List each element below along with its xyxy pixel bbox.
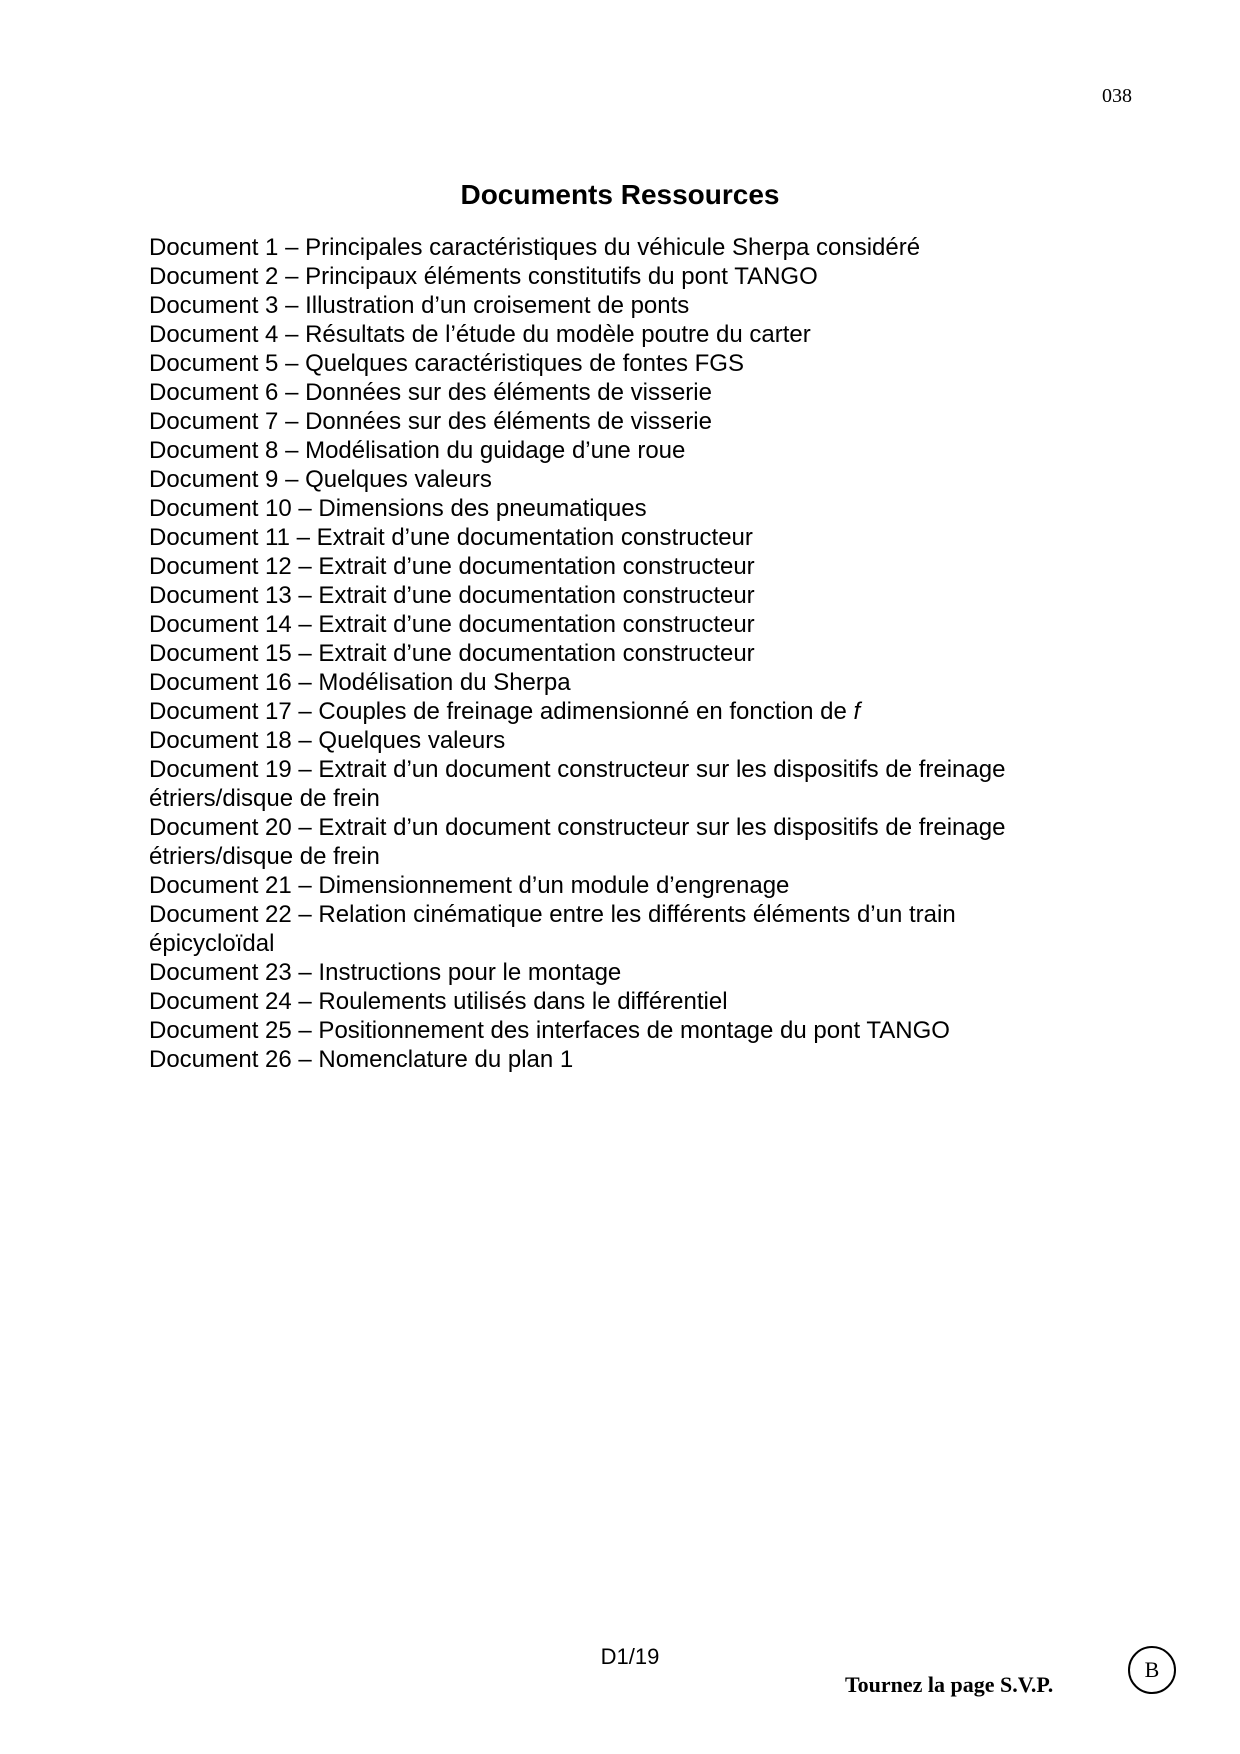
list-item-document-24: Document 24 – Roulements utilisés dans le différentiel (149, 988, 728, 1015)
list-item-document-18: Document 18 – Quelques valeurs (149, 727, 506, 754)
page-number: D1/19 (600, 1644, 660, 1669)
document-list (149, 233, 1099, 1074)
document-17-variable: f (853, 698, 861, 725)
list-item-document-19 (149, 755, 1099, 813)
list-item-document-3: Document 3 – Illustration d’un croisement de ponts (149, 292, 690, 319)
list-item-document-5: Document 5 – Quelques caractéristiques de fontes FGS (149, 350, 744, 377)
list-item-document-10: Document 10 – Dimensions des pneumatiques (149, 495, 647, 522)
page-title: Documents Ressources (460, 179, 780, 210)
list-item-document-14: Document 14 – Extrait d’une documentation constructeur (149, 611, 755, 638)
list-item-document-4: Document 4 – Résultats de l’étude du modèle poutre du carter (149, 321, 811, 348)
list-item-document-25: Document 25 – Positionnement des interfaces de montage du pont TANGO (149, 1017, 950, 1044)
list-item-document-11: Document 11 – Extrait d’une documentation constructeur (149, 524, 753, 551)
page-code: 038 (1102, 85, 1132, 107)
document-19-line-2: étriers/disque de frein (149, 785, 380, 812)
document-20-line-2: étriers/disque de frein (149, 843, 380, 870)
list-item-document-13: Document 13 – Extrait d’une documentation constructeur (149, 582, 755, 609)
list-item-document-7: Document 7 – Données sur des éléments de visserie (149, 408, 712, 435)
list-item-document-26: Document 26 – Nomenclature du plan 1 (149, 1046, 574, 1073)
document-22-line-2: épicycloïdal (149, 930, 275, 957)
turn-page-note: Tournez la page S.V.P. (845, 1672, 1054, 1697)
list-item-document-17 (149, 697, 1099, 726)
list-item-document-16: Document 16 – Modélisation du Sherpa (149, 669, 571, 696)
document-17-text: Document 17 – Couples de freinage adimensionné en fonction de (149, 698, 854, 725)
list-item-document-6: Document 6 – Données sur des éléments de visserie (149, 379, 712, 406)
list-item-document-12: Document 12 – Extrait d’une documentation constructeur (149, 553, 755, 580)
list-item-document-23: Document 23 – Instructions pour le montage (149, 959, 622, 986)
document-20-line-1: Document 20 – Extrait d’un document constructeur sur les dispositifs de freinage (149, 814, 1006, 841)
document-22-line-1: Document 22 – Relation cinématique entre les différents éléments d’un train (149, 901, 956, 928)
list-item-document-21: Document 21 – Dimensionnement d’un module d’engrenage (149, 872, 790, 899)
list-item-document-2: Document 2 – Principaux éléments constitutifs du pont TANGO (149, 263, 818, 290)
document-19-line-1: Document 19 – Extrait d’un document constructeur sur les dispositifs de freinage (149, 756, 1006, 783)
list-item-document-8: Document 8 – Modélisation du guidage d’une roue (149, 437, 686, 464)
version-badge (1128, 1646, 1176, 1694)
list-item-document-15: Document 15 – Extrait d’une documentation constructeur (149, 640, 755, 667)
list-item-document-20 (149, 813, 1099, 871)
list-item-document-22 (149, 900, 1099, 958)
list-item-document-1: Document 1 – Principales caractéristiques du véhicule Sherpa considéré (149, 234, 921, 261)
version-label: B (1144, 1657, 1160, 1682)
list-item-document-9: Document 9 – Quelques valeurs (149, 466, 492, 493)
